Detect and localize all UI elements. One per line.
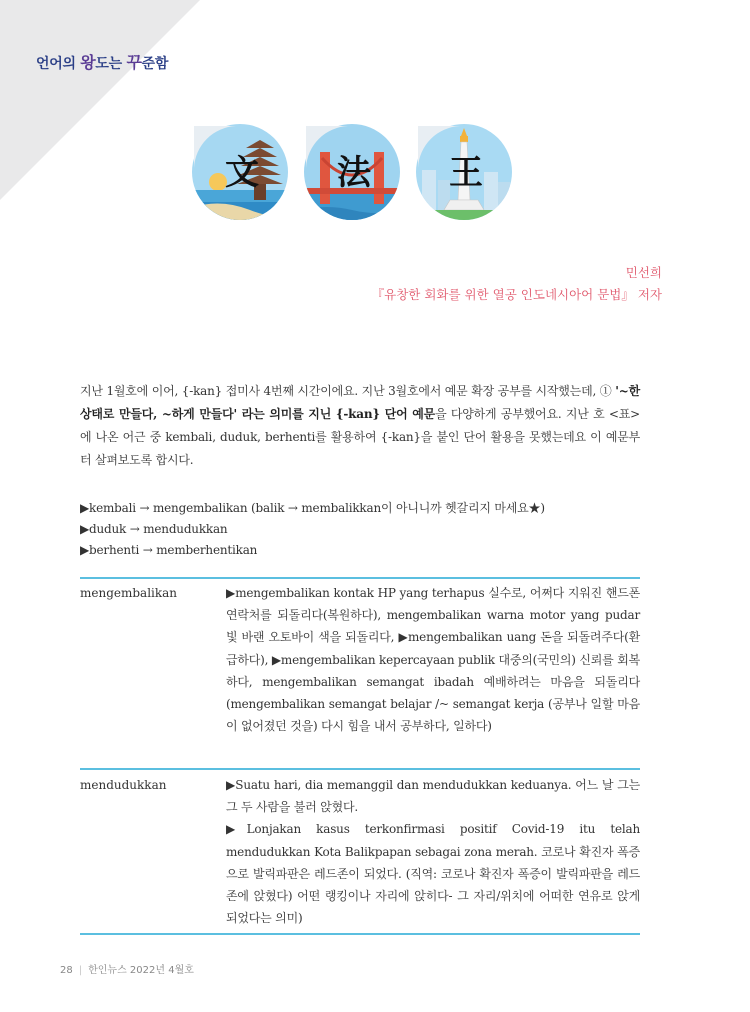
page-number: 28 (60, 965, 73, 976)
desc-mendudukkan-ex1: ▶Suatu hari, dia memanggil dan mendudukkan keduanya. 어느 날 그는 그 두 사람을 불러 앉혔다. (226, 778, 640, 815)
emblem-char: 王 (449, 153, 483, 193)
intro-paragraph: 지난 1월호에 이어, {-kan} 접미사 4번째 시간이에요. 지난 3월호에서 예문 확장 공부를 시작했는데, ① '~한 상태로 만들다, ~하게 만들다' 라는 의미를 지닌 {-kan} 단어 예문을 다양하게 공부했어요. 지난 호 <표>에 나온 어근 중 kembali, duduk, berhenti를 활용하여 {-kan}을 붙인 단어 활용을 못했는데요 이 예문부터 살펴보도록 합시다. (80, 384, 640, 467)
bridge-icon (302, 122, 402, 222)
author-name: 민선희 (625, 265, 662, 280)
example-kembali: ▶kembali → mengembalikan (balik → membalikkan이 아니니까 헷갈리지 마세요★) (80, 501, 545, 515)
balinese-temple-icon (190, 122, 290, 222)
desc-mendudukkan-ex2: ▶Lonjakan kasus terkonfirmasi positif Covid-19 itu telah mendudukkan Kota Balikpapan sebagai zona merah. 코로나 확진자 폭증으로 발릭파판은 레드존이 되었다. (직역: 코로나 확진자 폭증이 발릭파판을 레드존에 앉혔다) 어떤 랭킹이나 자리에 앉히다- 그 자리/위치에 어떠한 연유로 앉게 되었다는 의미) (226, 822, 640, 926)
table-row-rule (80, 768, 640, 770)
author-credit (372, 262, 662, 306)
table-top-rule (80, 577, 640, 579)
term-mengembalikan: mengembalikan (80, 586, 178, 600)
footer-separator: | (78, 965, 83, 976)
emblem-char: 法 (337, 153, 371, 193)
term-mendudukkan: mendudukkan (80, 778, 167, 792)
monas-monument-icon (414, 122, 514, 222)
publication-name: 한인뉴스 2022년 4월호 (88, 965, 194, 976)
intro-highlight: '~한 상태로 만들다, ~하게 만들다' 라는 의미를 지닌 {-kan} 단어 예문 (80, 384, 640, 421)
title-emblems (190, 122, 510, 232)
emblem-char: 文 (225, 153, 259, 193)
desc-mendudukkan (226, 774, 640, 929)
author-book: 『유창한 회화를 위한 열공 인도네시아어 문법』 저자 (371, 287, 662, 302)
example-list (80, 498, 545, 561)
desc-mengembalikan: ▶mengembalikan kontak HP yang terhapus 실수로, 어쩌다 지워진 핸드폰 연락처를 되돌리다(복원하다), mengembalikan warna motor yang pudar 빛 바랜 오토바이 색을 되돌리다, ▶mengembalikan uang 돈을 되돌려주다(환급하다), ▶mengembalikan kepercayaan publik 대중의(국민의) 신뢰를 회복하다, mengembalikan semangat ibadah 예배하려는 마음을 되돌리다(mengembalikan semangat belajar /~ semangat kerja (공부나 일할 마음이 없어졌던 것을) 다시 힘을 내서 공부하다, 일하다) (226, 586, 640, 734)
page-footer (60, 961, 194, 976)
table-bottom-rule (80, 933, 640, 935)
series-title: 언어의 왕도는 꾸준함 (36, 53, 169, 72)
example-duduk: ▶duduk → mendudukkan (80, 522, 228, 536)
page-corner-decoration (0, 0, 200, 200)
example-berhenti: ▶berhenti → memberhentikan (80, 543, 258, 557)
